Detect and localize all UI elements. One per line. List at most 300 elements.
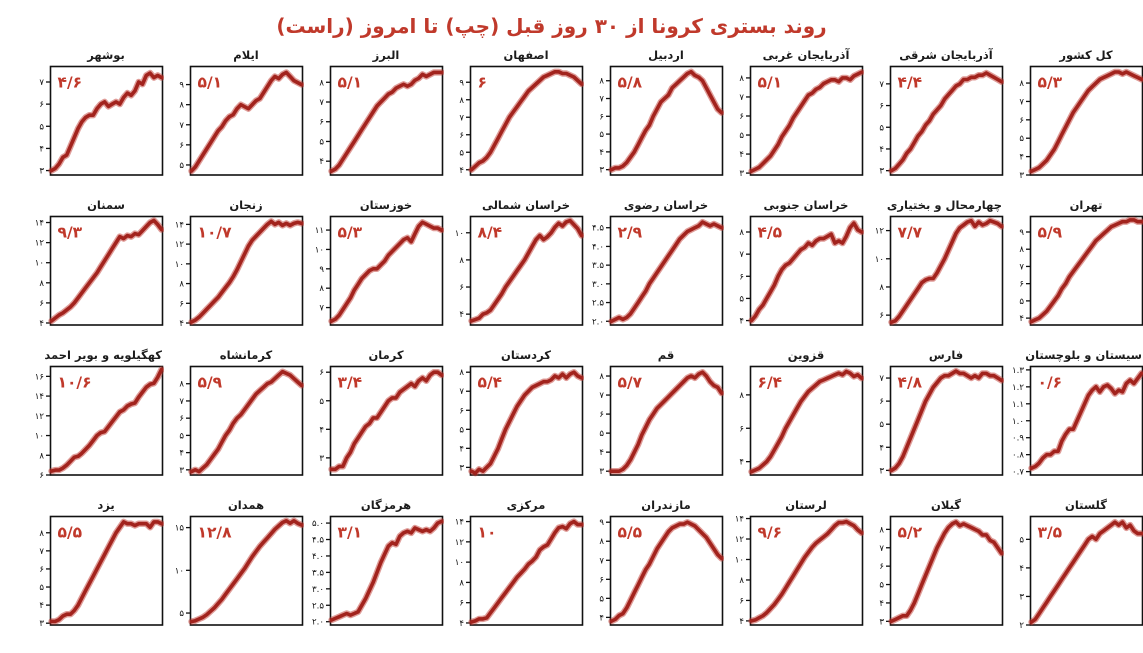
y-tick-label: ۸ bbox=[1019, 79, 1024, 90]
y-tick-label: ۹ bbox=[1019, 228, 1024, 238]
province-chart-kerman bbox=[304, 348, 444, 498]
province-name: گلستان bbox=[1065, 498, 1107, 512]
y-tick-label: ۴ bbox=[879, 443, 884, 454]
y-tick-label: ۳ bbox=[739, 169, 744, 178]
y-tick-label: ۱۰ bbox=[874, 254, 884, 265]
y-tick-label: ۱۴ bbox=[34, 218, 44, 229]
y-tick-label: ۴ bbox=[179, 319, 184, 328]
y-tick-label: ۶ bbox=[319, 368, 324, 379]
province-name: زنجان bbox=[229, 198, 263, 212]
province-name: خراسان رضوی bbox=[623, 198, 709, 212]
province-name: خوزستان bbox=[359, 198, 413, 212]
y-tick-label: ۸ bbox=[459, 368, 464, 379]
y-tick-label: ۵ bbox=[879, 420, 884, 431]
y-tick-label: ۳ bbox=[319, 453, 324, 464]
y-tick-label: ۱۰ bbox=[314, 245, 324, 256]
y-tick-label: ۶ bbox=[39, 100, 44, 111]
y-tick-label: ۳ bbox=[879, 617, 884, 628]
y-tick-label: ۶ bbox=[879, 311, 884, 322]
province-chart-zanjan bbox=[164, 198, 304, 348]
annotation-value: ۵/۸ bbox=[617, 73, 643, 92]
y-tick-label: ۶ bbox=[459, 283, 464, 294]
y-tick-label: ۵ bbox=[179, 431, 184, 442]
y-tick-label: ۷ bbox=[179, 396, 184, 407]
y-tick-label: ۸ bbox=[879, 525, 884, 536]
y-tick-label: ۲.۰ bbox=[592, 317, 604, 328]
y-tick-label: ۸ bbox=[179, 100, 184, 111]
y-tick-label: ۰.۹ bbox=[1012, 433, 1024, 444]
annotation-value: ۳/۴ bbox=[337, 373, 363, 392]
chart-grid bbox=[24, 48, 1143, 648]
y-tick-label: ۶ bbox=[599, 112, 604, 123]
sparkline-chart bbox=[444, 514, 584, 628]
y-tick-label: ۱۰ bbox=[34, 258, 44, 269]
province-name: همدان bbox=[227, 498, 265, 512]
y-tick-label: ۱۰ bbox=[734, 555, 744, 566]
y-tick-label: ۲.۰ bbox=[312, 617, 324, 628]
sparkline-chart bbox=[164, 514, 304, 628]
y-tick-label: ۷ bbox=[1019, 97, 1024, 108]
province-name: گیلان bbox=[931, 498, 961, 512]
y-tick-label: ۲ bbox=[1019, 621, 1024, 628]
province-chart-golestan bbox=[1004, 498, 1143, 648]
sparkline-chart bbox=[1004, 514, 1143, 628]
y-tick-label: ۴.۵ bbox=[592, 223, 604, 234]
province-chart-north-khorasan bbox=[444, 198, 584, 348]
province-chart-kohgiluyeh-and-boyer-ahmad bbox=[24, 348, 164, 498]
sparkline-chart bbox=[164, 364, 304, 478]
y-tick-label: ۴ bbox=[739, 616, 744, 627]
y-tick-label: ۶ bbox=[179, 299, 184, 310]
province-name: لرستان bbox=[785, 498, 827, 512]
province-chart-hamadan bbox=[164, 498, 304, 648]
y-tick-label: ۴.۵ bbox=[312, 535, 324, 546]
annotation-value: ۴/۵ bbox=[757, 223, 783, 242]
y-tick-label: ۴ bbox=[459, 165, 464, 176]
annotation-value: ۷/۷ bbox=[897, 223, 923, 242]
annotation-value: ۵/۱ bbox=[757, 73, 783, 92]
y-tick-label: ۵ bbox=[1019, 296, 1024, 307]
province-name: قزوین bbox=[787, 348, 825, 362]
y-tick-label: ۶ bbox=[879, 397, 884, 408]
province-chart-razavi-khorasan bbox=[584, 198, 724, 348]
y-tick-label: ۱۰ bbox=[454, 228, 464, 239]
y-tick-label: ۵ bbox=[39, 122, 44, 133]
y-tick-label: ۷ bbox=[319, 303, 324, 314]
y-tick-label: ۴ bbox=[739, 150, 744, 161]
sparkline-chart bbox=[304, 514, 444, 628]
y-tick-label: ۹ bbox=[599, 518, 604, 529]
y-tick-label: ۳ bbox=[879, 466, 884, 477]
y-tick-label: ۱۲ bbox=[454, 537, 464, 548]
y-tick-label: ۲.۵ bbox=[312, 601, 324, 612]
y-tick-label: ۳ bbox=[1019, 592, 1024, 603]
annotation-value: ۵/۳ bbox=[337, 223, 363, 242]
y-tick-label: ۴ bbox=[879, 598, 884, 609]
sparkline-chart bbox=[724, 514, 864, 628]
y-tick-label: ۵ bbox=[179, 160, 184, 171]
y-tick-label: ۴ bbox=[1019, 563, 1024, 574]
y-tick-label: ۳ bbox=[39, 619, 44, 628]
y-tick-label: ۸ bbox=[459, 95, 464, 106]
y-tick-label: ۸ bbox=[179, 379, 184, 390]
province-chart-qazvin bbox=[724, 348, 864, 498]
y-tick-label: ۹ bbox=[319, 264, 324, 275]
province-chart-ardabil bbox=[584, 48, 724, 198]
y-tick-label: ۲.۵ bbox=[592, 298, 604, 309]
y-tick-label: ۴.۰ bbox=[312, 551, 324, 562]
y-tick-label: ۸ bbox=[179, 279, 184, 290]
province-chart-isfahan bbox=[444, 48, 584, 198]
y-tick-label: ۵ bbox=[319, 396, 324, 407]
page-title: روند بستری کرونا از ۳۰ روز قبل (چپ) تا امروز (راست) bbox=[276, 14, 827, 38]
y-tick-label: ۳ bbox=[459, 463, 464, 474]
y-tick-label: ۳ bbox=[879, 166, 884, 177]
y-tick-label: ۴ bbox=[39, 601, 44, 612]
y-tick-label: ۱۰ bbox=[174, 259, 184, 270]
y-tick-label: ۴ bbox=[599, 613, 604, 624]
y-tick-label: ۵ bbox=[39, 583, 44, 594]
province-chart-qom bbox=[584, 348, 724, 498]
annotation-value: ۸/۴ bbox=[477, 223, 503, 242]
y-tick-label: ۱۲ bbox=[874, 226, 884, 237]
y-tick-label: ۱.۱ bbox=[1012, 399, 1024, 410]
sparkline-chart bbox=[444, 64, 584, 178]
sparkline-chart bbox=[24, 514, 164, 628]
y-tick-label: ۳ bbox=[1019, 171, 1024, 178]
y-tick-label: ۷ bbox=[1019, 262, 1024, 273]
y-tick-label: ۸ bbox=[599, 537, 604, 548]
sparkline-chart bbox=[304, 64, 444, 178]
y-tick-label: ۱.۳ bbox=[1012, 365, 1024, 376]
annotation-value: ۵/۱ bbox=[337, 73, 363, 92]
y-tick-label: ۱.۰ bbox=[1012, 416, 1024, 427]
province-chart-semnan bbox=[24, 198, 164, 348]
y-tick-label: ۰.۷ bbox=[1012, 467, 1024, 478]
annotation-value: ۹/۶ bbox=[757, 523, 783, 542]
y-tick-label: ۵ bbox=[599, 130, 604, 141]
y-tick-label: ۳ bbox=[179, 465, 184, 476]
sparkline-chart bbox=[1004, 364, 1143, 478]
annotation-value: ۵/۷ bbox=[617, 373, 643, 392]
y-tick-label: ۶ bbox=[879, 101, 884, 112]
y-tick-label: ۱۲ bbox=[734, 535, 744, 546]
y-tick-label: ۴ bbox=[459, 618, 464, 628]
annotation-value: ۵/۹ bbox=[197, 373, 223, 392]
y-tick-label: ۳.۰ bbox=[312, 584, 324, 595]
y-tick-label: ۵ bbox=[459, 148, 464, 159]
annotation-value: ۴/۴ bbox=[897, 73, 923, 92]
y-tick-label: ۷ bbox=[179, 120, 184, 131]
province-name: بوشهر bbox=[87, 48, 125, 62]
annotation-value: ۰/۶ bbox=[1037, 373, 1063, 392]
province-chart-hormozgan bbox=[304, 498, 444, 648]
y-tick-label: ۳ bbox=[39, 166, 44, 177]
province-name: تهران bbox=[1069, 198, 1103, 212]
province-chart-whole-country bbox=[1004, 48, 1143, 198]
y-tick-label: ۱۴ bbox=[734, 514, 744, 525]
province-name: البرز bbox=[372, 48, 400, 62]
y-tick-label: ۹ bbox=[459, 78, 464, 89]
y-tick-label: ۱.۲ bbox=[1012, 382, 1024, 393]
province-chart-mazandaran bbox=[584, 498, 724, 648]
y-tick-label: ۱۲ bbox=[34, 238, 44, 249]
sparkline-chart bbox=[444, 214, 584, 328]
province-chart-chaharmahal-and-bakhtiari bbox=[864, 198, 1004, 348]
province-name: سیستان و بلوچستان bbox=[1025, 348, 1142, 362]
annotation-value: ۹/۳ bbox=[57, 223, 83, 242]
y-tick-label: ۶ bbox=[459, 598, 464, 609]
annotation-value: ۵/۴ bbox=[477, 373, 503, 392]
province-name: مرکزی bbox=[506, 498, 546, 512]
y-tick-label: ۵ bbox=[1019, 134, 1024, 145]
y-tick-label: ۷ bbox=[39, 546, 44, 557]
y-tick-label: ۶ bbox=[739, 596, 744, 607]
y-tick-label: ۴ bbox=[179, 448, 184, 459]
y-tick-label: ۱۴ bbox=[174, 220, 184, 231]
sparkline-chart bbox=[724, 364, 864, 478]
annotation-value: ۵/۵ bbox=[617, 523, 643, 542]
y-tick-label: ۸ bbox=[599, 76, 604, 87]
y-tick-label: ۴ bbox=[459, 310, 464, 321]
y-tick-label: ۱۲ bbox=[34, 411, 44, 422]
y-tick-label: ۴ bbox=[599, 147, 604, 158]
y-tick-label: ۸ bbox=[319, 78, 324, 89]
sparkline-chart bbox=[724, 64, 864, 178]
y-tick-label: ۱۴ bbox=[454, 517, 464, 528]
y-tick-label: ۳.۵ bbox=[312, 568, 324, 579]
y-tick-label: ۶ bbox=[179, 414, 184, 425]
province-chart-kurdistan bbox=[444, 348, 584, 498]
province-name: اردبیل bbox=[648, 48, 684, 62]
y-tick-label: ۱۵ bbox=[174, 523, 184, 534]
sparkline-chart bbox=[864, 364, 1004, 478]
province-chart-sistan-and-baluchestan bbox=[1004, 348, 1143, 498]
y-tick-label: ۷ bbox=[459, 113, 464, 124]
y-tick-label: ۴ bbox=[1019, 314, 1024, 325]
y-tick-label: ۱۲ bbox=[174, 240, 184, 251]
annotation-value: ۱۲/۸ bbox=[197, 523, 232, 542]
y-tick-label: ۸ bbox=[739, 73, 744, 84]
province-name: خراسان جنوبی bbox=[763, 198, 849, 212]
province-chart-ilam bbox=[164, 48, 304, 198]
y-tick-label: ۵.۰ bbox=[312, 519, 324, 530]
sparkline-chart bbox=[724, 214, 864, 328]
y-tick-label: ۸ bbox=[599, 372, 604, 383]
y-tick-label: ۵ bbox=[739, 131, 744, 142]
y-tick-label: ۴ bbox=[39, 318, 44, 328]
annotation-value: ۴/۸ bbox=[897, 373, 923, 392]
annotation-value: ۵/۱ bbox=[197, 73, 223, 92]
province-chart-markazi bbox=[444, 498, 584, 648]
y-tick-label: ۵ bbox=[879, 580, 884, 591]
annotation-value: ۵/۵ bbox=[57, 523, 83, 542]
province-name: آذربایجان شرقی bbox=[899, 48, 993, 62]
sparkline-chart bbox=[584, 64, 724, 178]
y-tick-label: ۳ bbox=[599, 467, 604, 478]
province-name: هرمزگان bbox=[360, 498, 412, 512]
y-tick-label: ۵ bbox=[739, 294, 744, 305]
annotation-value: ۱۰/۷ bbox=[197, 223, 232, 242]
y-tick-label: ۸ bbox=[39, 451, 44, 462]
y-tick-label: ۵ bbox=[879, 123, 884, 134]
province-chart-fars bbox=[864, 348, 1004, 498]
sparkline-chart bbox=[1004, 64, 1143, 178]
y-tick-label: ۸ bbox=[739, 228, 744, 238]
province-chart-lorestan bbox=[724, 498, 864, 648]
sparkline-chart bbox=[444, 364, 584, 478]
y-tick-label: ۴ bbox=[879, 144, 884, 155]
province-chart-yazd bbox=[24, 498, 164, 648]
province-name: سمنان bbox=[87, 198, 125, 212]
y-tick-label: ۸ bbox=[459, 578, 464, 589]
annotation-value: ۵/۹ bbox=[1037, 223, 1063, 242]
sparkline-chart bbox=[864, 514, 1004, 628]
y-tick-label: ۳.۰ bbox=[592, 279, 604, 290]
sparkline-chart bbox=[1004, 214, 1143, 328]
province-name: چهارمحال و بختیاری bbox=[886, 198, 1002, 212]
province-name: کهگیلویه و بویر احمد bbox=[44, 348, 162, 362]
y-tick-label: ۴ bbox=[459, 444, 464, 455]
y-tick-label: ۷ bbox=[739, 250, 744, 261]
y-tick-label: ۸ bbox=[739, 390, 744, 401]
y-tick-label: ۱۴ bbox=[34, 392, 44, 403]
y-tick-label: ۳ bbox=[599, 165, 604, 176]
y-tick-label: ۵ bbox=[179, 609, 184, 620]
sparkline-chart bbox=[584, 214, 724, 328]
y-tick-label: ۷ bbox=[599, 556, 604, 567]
y-tick-label: ۷ bbox=[599, 391, 604, 402]
province-name: کردستان bbox=[501, 348, 551, 362]
province-name: آذربایجان غربی bbox=[762, 48, 850, 62]
y-tick-label: ۶ bbox=[459, 406, 464, 417]
annotation-value: ۵/۳ bbox=[1037, 73, 1063, 92]
y-tick-label: ۸ bbox=[39, 528, 44, 539]
sparkline-chart bbox=[24, 364, 164, 478]
y-tick-label: ۷ bbox=[879, 543, 884, 554]
province-name: کرمان bbox=[368, 348, 404, 362]
sparkline-chart bbox=[24, 214, 164, 328]
y-tick-label: ۹ bbox=[179, 80, 184, 91]
y-tick-label: ۴ bbox=[39, 144, 44, 155]
province-name: قم bbox=[657, 348, 675, 362]
province-chart-south-khorasan bbox=[724, 198, 864, 348]
province-chart-west-azerbaijan bbox=[724, 48, 864, 198]
y-tick-label: ۵ bbox=[599, 429, 604, 440]
y-tick-label: ۴ bbox=[739, 457, 744, 468]
y-tick-label: ۶ bbox=[39, 564, 44, 575]
sparkline-chart bbox=[24, 64, 164, 178]
sparkline-chart bbox=[164, 64, 304, 178]
province-chart-alborz bbox=[304, 48, 444, 198]
y-tick-label: ۶ bbox=[599, 575, 604, 586]
province-name: فارس bbox=[928, 348, 964, 362]
y-tick-label: ۸ bbox=[879, 282, 884, 293]
y-tick-label: ۵ bbox=[1019, 535, 1024, 546]
province-name: کرمانشاه bbox=[219, 348, 273, 362]
sparkline-chart bbox=[304, 214, 444, 328]
y-tick-label: ۶ bbox=[739, 424, 744, 435]
y-tick-label: ۶ bbox=[739, 111, 744, 122]
province-chart-kermanshah bbox=[164, 348, 304, 498]
y-tick-label: ۷ bbox=[739, 92, 744, 103]
province-chart-gilan bbox=[864, 498, 1004, 648]
y-tick-label: ۴.۰ bbox=[592, 242, 604, 253]
province-name: مازندران bbox=[641, 498, 691, 512]
y-tick-label: ۸ bbox=[39, 278, 44, 289]
y-tick-label: ۶ bbox=[39, 471, 44, 478]
y-tick-label: ۱۶ bbox=[34, 372, 44, 383]
y-tick-label: ۸ bbox=[319, 284, 324, 295]
annotation-value: ۵/۲ bbox=[897, 523, 923, 542]
y-tick-label: ۴ bbox=[739, 316, 744, 327]
y-tick-label: ۶ bbox=[739, 272, 744, 283]
sparkline-chart bbox=[584, 364, 724, 478]
sparkline-chart bbox=[864, 214, 1004, 328]
y-tick-label: ۴ bbox=[319, 157, 324, 168]
y-tick-label: ۵ bbox=[599, 594, 604, 605]
annotation-value: ۱۰/۶ bbox=[57, 373, 92, 392]
sparkline-chart bbox=[164, 214, 304, 328]
province-name: کل کشور bbox=[1059, 48, 1113, 62]
province-chart-tehran bbox=[1004, 198, 1143, 348]
y-tick-label: ۸ bbox=[1019, 245, 1024, 256]
y-tick-label: ۶ bbox=[879, 562, 884, 573]
y-tick-label: ۶ bbox=[179, 140, 184, 151]
y-tick-label: ۴ bbox=[599, 448, 604, 459]
sparkline-chart bbox=[584, 514, 724, 628]
trend-line bbox=[472, 72, 582, 170]
annotation-value: ۴/۶ bbox=[57, 73, 83, 92]
y-tick-label: ۱۱ bbox=[314, 226, 324, 237]
y-tick-label: ۶ bbox=[599, 410, 604, 421]
y-tick-label: ۶ bbox=[39, 298, 44, 309]
annotation-value: ۲/۹ bbox=[617, 223, 643, 242]
province-chart-khuzestan bbox=[304, 198, 444, 348]
y-tick-label: ۷ bbox=[39, 78, 44, 88]
y-tick-label: ۰.۸ bbox=[1012, 450, 1024, 461]
province-chart-east-azerbaijan bbox=[864, 48, 1004, 198]
annotation-value: ۶/۴ bbox=[757, 373, 783, 392]
province-name: ایلام bbox=[233, 48, 259, 62]
sparkline-chart bbox=[304, 364, 444, 478]
province-name: خراسان شمالی bbox=[481, 198, 571, 212]
y-tick-label: ۱۰ bbox=[34, 431, 44, 442]
y-tick-label: ۸ bbox=[459, 255, 464, 266]
province-chart-bushehr bbox=[24, 48, 164, 198]
y-tick-label: ۷ bbox=[879, 374, 884, 385]
y-tick-label: ۷ bbox=[459, 387, 464, 398]
y-tick-label: ۷ bbox=[879, 79, 884, 90]
annotation-value: ۳/۵ bbox=[1037, 523, 1063, 542]
y-tick-label: ۴ bbox=[1019, 152, 1024, 163]
y-tick-label: ۶ bbox=[1019, 115, 1024, 126]
annotation-value: ۱۰ bbox=[477, 523, 497, 542]
annotation-value: ۳/۱ bbox=[337, 523, 363, 542]
province-name: یزد bbox=[97, 498, 115, 512]
y-tick-label: ۶ bbox=[319, 117, 324, 128]
y-tick-label: ۶ bbox=[459, 130, 464, 141]
y-tick-label: ۵ bbox=[319, 137, 324, 148]
y-tick-label: ۷ bbox=[599, 94, 604, 105]
y-tick-label: ۴ bbox=[319, 425, 324, 436]
annotation-value: ۶ bbox=[477, 73, 487, 92]
y-tick-label: ۵ bbox=[459, 425, 464, 436]
y-tick-label: ۸ bbox=[739, 575, 744, 586]
y-tick-label: ۱۰ bbox=[174, 566, 184, 577]
y-tick-label: ۶ bbox=[1019, 279, 1024, 290]
sparkline-chart bbox=[864, 64, 1004, 178]
